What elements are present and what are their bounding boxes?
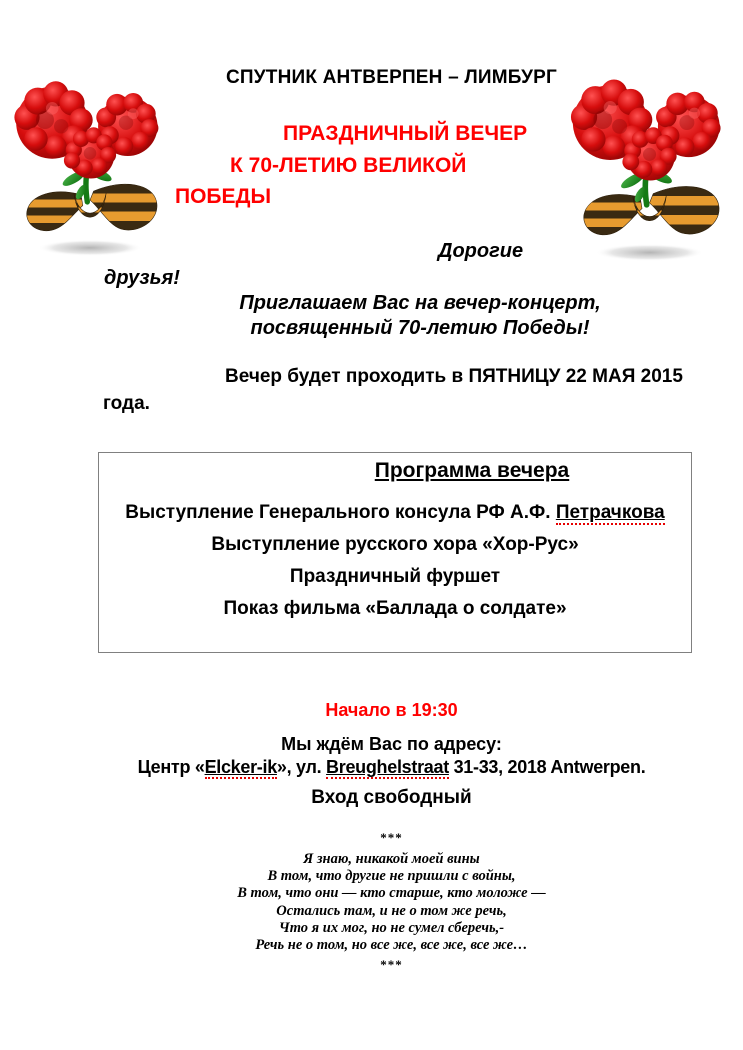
event-heading-line3: ПОБЕДЫ (175, 185, 272, 208)
invitation-line1: Приглашаем Вас на вечер-концерт, (239, 292, 601, 314)
start-time: Начало в 19:30 (325, 700, 458, 720)
spellchecked-word-breughelstraat: Breughelstraat (326, 757, 449, 777)
program-item-choir: Выступление русского хора «Хор-Рус» (211, 534, 579, 555)
poem-block (103, 851, 680, 954)
greeting-word2: друзья! (104, 267, 180, 289)
address-part3: 31-33, 2018 Antwerpen. (448, 757, 646, 777)
address-part2: », ул. (276, 757, 327, 777)
free-entry-line: Вход свободный (311, 787, 472, 808)
program-item-film: Показ фильма «Баллада о солдате» (223, 598, 567, 619)
spellchecked-word-petrachkova: Петрачкова (555, 502, 665, 523)
poem-line-1: Я знаю, никакой моей вины (303, 851, 480, 867)
event-heading-line2: К 70-ЛЕТИЮ ВЕЛИКОЙ (230, 154, 467, 177)
program-title: Программа вечера (374, 459, 570, 482)
poem-line-4: Остались там, и не о том же речь, (276, 902, 507, 919)
event-date-line1: Вечер будет проходить в ПЯТНИЦУ 22 МАЯ 2015 (225, 366, 683, 387)
address-part1: Центр « (137, 757, 205, 777)
program-item-buffet: Праздничный фуршет (289, 566, 501, 587)
program-item-consul-text: Выступление Генерального консула РФ А.Ф. (125, 502, 556, 523)
poem-line-2: В том, что другие не пришли с войны, (267, 868, 516, 885)
organization-title: СПУТНИК АНТВЕРПЕН – ЛИМБУРГ (225, 67, 557, 88)
poem-line-5: Что я их мог, но не сумел сберечь,- (278, 919, 505, 936)
address-intro: Мы ждём Вас по адресу: (281, 734, 502, 754)
program-item-consul (99, 502, 691, 524)
invitation-line2: посвященный 70-летию Победы! (250, 317, 590, 339)
address-line (103, 757, 680, 778)
separator-stars-bottom: *** (380, 957, 403, 972)
event-date-line2: года. (103, 393, 150, 414)
carnation-bouquet-image-right (556, 68, 743, 265)
poem-line-6: Речь не о том, но все же, все же, все же… (255, 937, 528, 954)
spellchecked-word-elcker-ik: Elcker-ik (204, 757, 277, 777)
event-heading-line1: ПРАЗДНИЧНЫЙ ВЕЧЕР (283, 122, 528, 145)
program-box (98, 452, 692, 653)
carnation-bouquet-image-left (0, 70, 180, 260)
poem-line-3: В том, что они — кто старше, кто моложе — (237, 885, 546, 902)
separator-stars-top: *** (380, 830, 403, 845)
greeting-word1: Дорогие (438, 240, 524, 262)
